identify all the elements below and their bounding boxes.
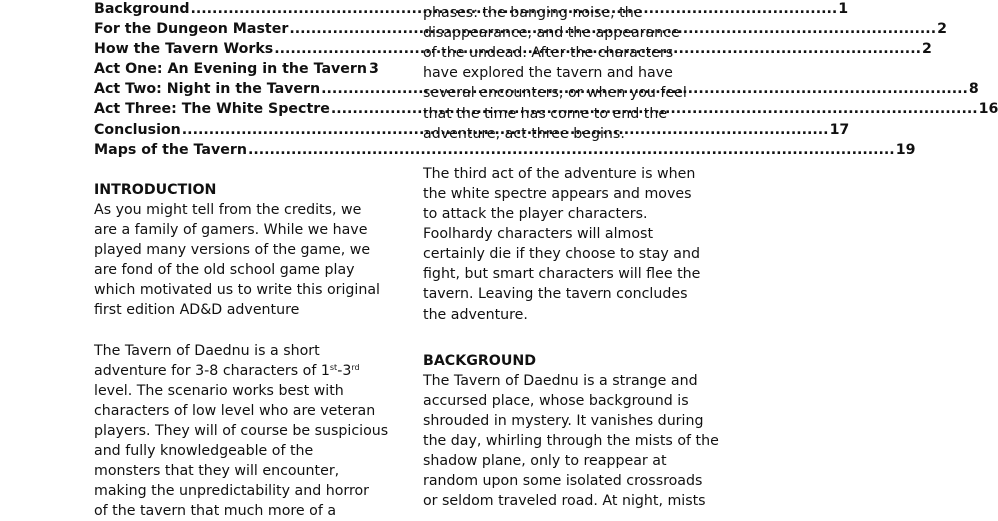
toc-entry-title: Maps of the Tavern <box>94 141 247 158</box>
toc-entry-page-number: 1 <box>838 1 849 17</box>
toc-entry-title: Act Three: The White Spectre <box>94 101 330 118</box>
toc-entry-title: Background <box>94 1 190 17</box>
text-line: The Tavern of Daednu is a strange and <box>423 372 698 389</box>
text-line: characters of low level who are veteran <box>94 402 376 419</box>
text-line: and fully knowledgeable of the <box>94 443 314 460</box>
text-line: the white spectre appears and moves <box>423 185 692 202</box>
text-line: are a family of gamers. While we have <box>94 222 368 239</box>
ordinal-superscript: rd <box>351 362 360 372</box>
introduction-paragraph-2 <box>94 341 394 521</box>
toc-entry[interactable] <box>94 59 379 79</box>
text-line: The third act of the adventure is when <box>423 165 696 182</box>
toc-entry-title: Act Two: Night in the Tavern <box>94 81 321 98</box>
text-line: shadow plane, only to reappear at <box>423 453 667 470</box>
text-line: of the tavern that much more of a <box>94 503 337 520</box>
text-line: The Tavern of Daednu is a short <box>94 342 320 359</box>
toc-entry[interactable] <box>94 140 916 160</box>
text-line: several encounters, or when you feel <box>423 85 687 102</box>
text-line: accursed place, whose background is <box>423 392 689 409</box>
background-heading: BACKGROUND <box>423 352 537 369</box>
toc-entry-page-number: 17 <box>829 121 850 138</box>
text-line: certainly die if they choose to stay and <box>423 246 701 263</box>
toc-entry-title: Conclusion <box>94 121 181 138</box>
toc-entry-page-number: 19 <box>895 141 916 158</box>
text-line: or seldom traveled road. At night, mists <box>423 493 706 510</box>
text-fragment: adventure for 3-8 characters of 1 <box>94 362 330 379</box>
text-line: adventure, act three begins. <box>423 125 625 142</box>
toc-entry-page-number: 2 <box>937 21 947 38</box>
text-line: Foolhardy characters will almost <box>423 226 654 243</box>
acts-paragraph <box>423 0 723 144</box>
toc-entry-page-number: 3 <box>368 61 379 78</box>
right-column <box>423 0 723 511</box>
text-line: first edition AD&D adventure <box>94 302 300 319</box>
toc-entry-title: For the Dungeon Master <box>94 21 289 38</box>
text-line: to attack the player characters. <box>423 206 648 223</box>
text-line: As you might tell from the credits, we <box>94 201 362 218</box>
toc-entry-page-number: 8 <box>968 81 979 98</box>
text-line: fight, but smart characters will flee the <box>423 266 701 283</box>
text-line: players. They will of course be suspicious <box>94 422 389 439</box>
text-line: of the undead. After the characters <box>423 45 674 62</box>
text-line: have explored the tavern and have <box>423 65 673 82</box>
introduction-paragraph-1 <box>94 200 394 321</box>
text-line: making the unpredictability and horror <box>94 483 370 500</box>
text-line <box>94 361 394 381</box>
text-line: shrouded in mystery. It vanishes during <box>423 412 704 429</box>
text-line: that the time has come to end the <box>423 105 668 122</box>
text-fragment: -3 <box>337 362 352 379</box>
text-line: tavern. Leaving the tavern concludes <box>423 286 688 303</box>
text-line: the day, whirling through the mists of the <box>423 433 719 450</box>
text-line: level. The scenario works best with <box>94 382 344 399</box>
introduction-heading: INTRODUCTION <box>94 181 217 198</box>
background-paragraph <box>423 371 723 512</box>
text-line: the adventure. <box>423 306 528 323</box>
toc-entry-page-number: 16 <box>978 101 998 118</box>
text-line: are fond of the old school game play <box>94 262 355 279</box>
act-three-paragraph <box>423 164 723 325</box>
text-line: monsters that they will encounter, <box>94 463 340 480</box>
toc-entry-page-number: 2 <box>921 41 932 58</box>
text-line: random upon some isolated crossroads <box>423 473 703 490</box>
toc-entry-title: How the Tavern Works <box>94 41 274 58</box>
text-line: played many versions of the game, we <box>94 242 371 259</box>
text-line: which motivated us to write this original <box>94 282 380 299</box>
text-line: disappearance, and the appearance <box>423 25 680 42</box>
ordinal-superscript: st <box>329 362 338 372</box>
toc-entry-title: Act One: An Evening in the Tavern <box>94 61 367 78</box>
text-line: phases: the banging noise, the <box>423 5 643 22</box>
